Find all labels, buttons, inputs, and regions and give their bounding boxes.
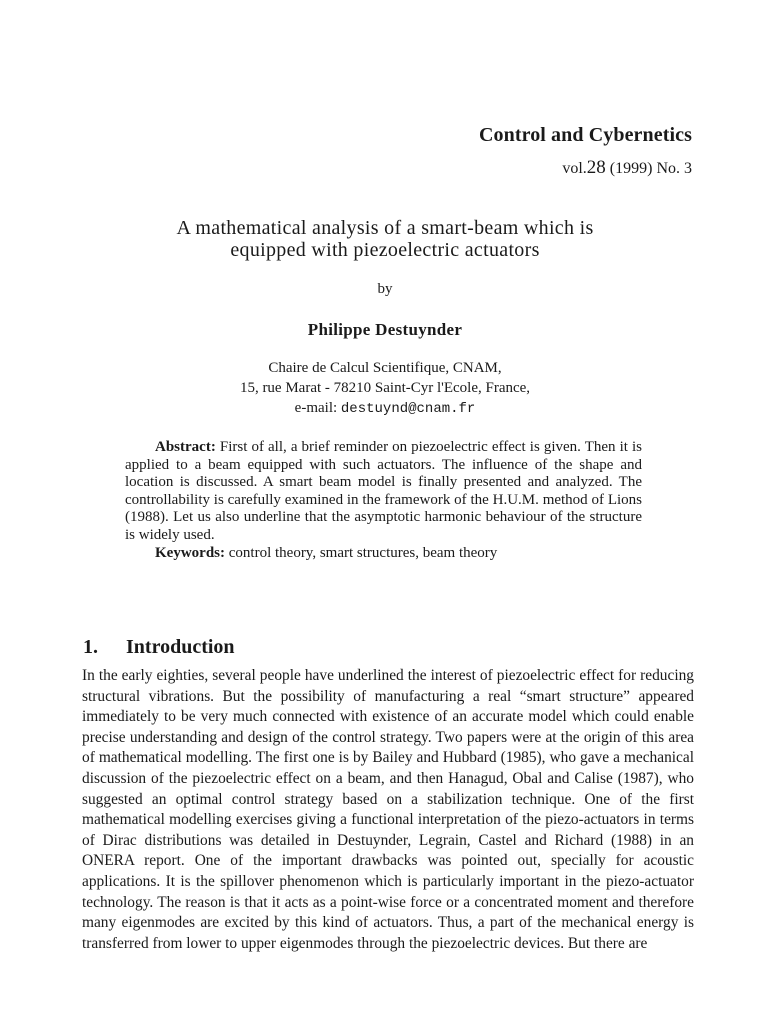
title-line-1: A mathematical analysis of a smart-beam which is [176,217,594,239]
body-paragraph: In the early eighties, several people have underlined the interest of piezoelectric effect for reducing structural vibrations. But the possibility of manufacturing a real “smart structure” appeared immediately to be very much connected with existence of an accurate model which could enable precise understanding and design of the control strategy. Two papers were at the origin of this area of mathematical modelling. The first one is by Bailey and Hubbard (1985), who gave a mechanical discussion of the piezoelectric effect on a beam, and then Hanagud, Obal and Calise (1987), who suggested an optimal control strategy based on a stabilization technique. One of the first mathematical modelling exercises giving a functional interpretation of the piezo-actuators in terms of Dirac distributions was detailed in Destuynder, Legrain, Castel and Richard (1988) in an ONERA report. One of the important drawbacks was pointed out, specially for acoustic applications. It is the spillover phenomenon which is particularly important in the piezo-actuator technology. The reason is that it acts as a point-wise force or a concentrated moment and therefore many eigenmodes are excited by this kind of actuators. Thus, a part of the mechanical energy is transferred from lower to upper eigenmodes through the piezoelectric devices. But there are [82,667,694,952]
section-number: 1. [83,636,98,658]
volume-prefix: vol. [562,160,587,177]
keywords-label: Keywords: [155,544,225,561]
abstract-text: First of all, a brief reminder on piezoelectric effect is given. Then it is applied to a beam equipped with such actuators. The influence of the shape and location is discussed. A smart beam model is finally presented and analyzed. The controllability is carefully examined in the framework of the H.U.M. method of Lions (1988). Let us also underline that the asymptotic harmonic behaviour of the structure is widely used. [125,439,642,543]
affiliation-line-2: 15, rue Marat - 78210 Saint-Cyr l'Ecole, France, [239,380,531,396]
affiliation-line-1: Chaire de Calcul Scientifique, CNAM, [268,360,502,376]
abstract-paragraph [125,439,642,545]
keywords-paragraph [125,545,642,563]
author-name: Philippe Destuynder [307,320,463,339]
keywords-text: control theory, smart structures, beam theory [225,544,498,561]
abstract-label: Abstract: [155,439,216,455]
affiliation [0,358,770,419]
volume-suffix: (1999) No. 3 [605,160,692,177]
section-heading [83,636,235,659]
affiliation-email-line [0,398,770,419]
email-label: e-mail: [294,400,341,416]
journal-volume [479,157,692,179]
volume-number: 28 [586,157,606,178]
paper-title [0,217,770,261]
abstract-block [125,439,642,562]
title-line-2: equipped with piezoelectric actuators [230,239,540,261]
journal-name: Control and Cybernetics [478,124,692,146]
email-address: destuynd@cnam.fr [340,401,476,417]
by-line: by [377,281,393,297]
section-title: Introduction [126,636,235,658]
journal-header [479,124,692,179]
